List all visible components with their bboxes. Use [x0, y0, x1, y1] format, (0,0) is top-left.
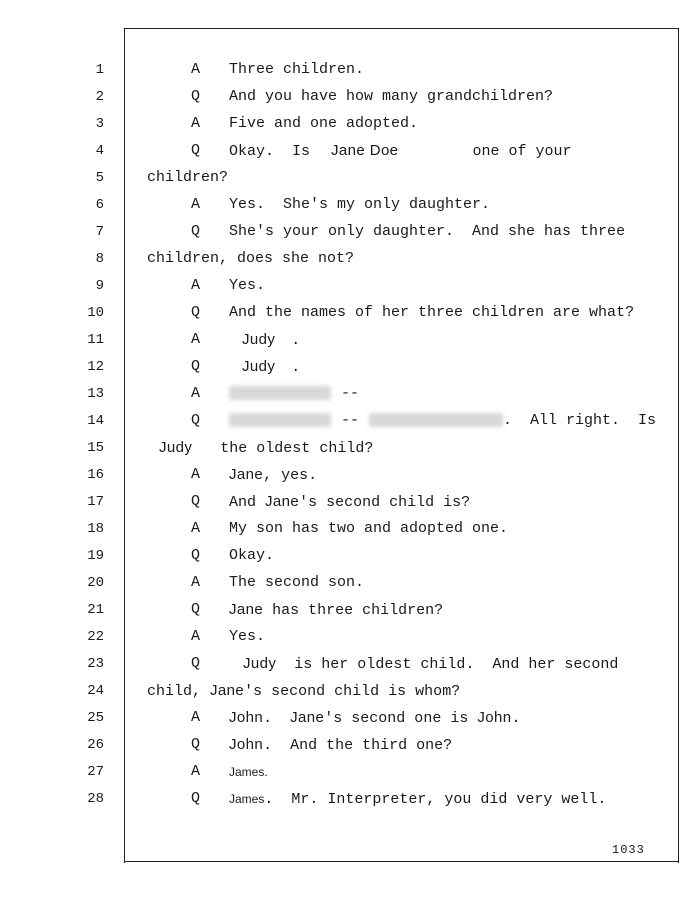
inserted-name: Judy [159, 439, 193, 456]
transcript-line-22 [0, 627, 700, 654]
transcript-line-19 [0, 546, 700, 573]
line-number: 26 [87, 737, 104, 753]
speaker-label: Q [191, 358, 201, 375]
line-text: And you have how many grandchildren? [229, 88, 554, 105]
line-text-part: . [511, 710, 521, 727]
line-text-part: And [229, 494, 266, 511]
speaker-label: Q [191, 142, 201, 159]
line-number: 5 [95, 170, 104, 186]
inserted-name: John [229, 709, 264, 726]
line-text [229, 492, 470, 513]
inserted-name: Jane [265, 493, 300, 510]
line-text [229, 600, 443, 621]
line-number: 18 [87, 521, 104, 537]
speaker-label: A [191, 61, 201, 78]
transcript-line-20 [0, 573, 700, 600]
redacted-name [229, 386, 331, 400]
transcript-line-9 [0, 276, 700, 303]
speaker-label: A [191, 196, 201, 213]
inserted-name: John [229, 736, 264, 753]
line-number: 1 [95, 62, 104, 78]
line-number: 4 [95, 143, 104, 159]
transcript-line-16 [0, 465, 700, 492]
line-number: 27 [87, 764, 104, 780]
line-text-part: . All right. Is [503, 412, 657, 429]
line-text-part: child, [147, 683, 211, 700]
transcript-line-23 [0, 654, 700, 681]
transcript-line-6 [0, 195, 700, 222]
transcript-line-11 [0, 330, 700, 357]
line-text-part: . [291, 359, 301, 376]
speaker-label: Q [191, 736, 201, 753]
speaker-label: Q [191, 601, 201, 618]
line-number: 23 [87, 656, 104, 672]
speaker-label: A [191, 628, 201, 645]
line-text [229, 411, 656, 431]
line-number: 7 [95, 224, 104, 240]
speaker-label: Q [191, 547, 201, 564]
line-text [229, 141, 571, 162]
line-text [229, 789, 606, 810]
inserted-name: Judy [242, 358, 276, 375]
inserted-name: Judy [242, 331, 276, 348]
transcript-line-3 [0, 114, 700, 141]
transcript-line-18 [0, 519, 700, 546]
line-number: 28 [87, 791, 104, 807]
transcript-line-17 [0, 492, 700, 519]
line-text-part: . And the third one? [263, 737, 453, 754]
transcript-line-7 [0, 222, 700, 249]
transcript-line-4 [0, 141, 700, 168]
line-number: 10 [87, 305, 104, 321]
line-text [229, 330, 300, 351]
line-number: 16 [87, 467, 104, 483]
line-number: 8 [95, 251, 104, 267]
line-number: 24 [87, 683, 104, 699]
line-text-part: 's second child is whom? [244, 683, 461, 700]
inserted-name: Jane [290, 709, 325, 726]
line-text: She's your only daughter. And she has three [229, 223, 626, 240]
speaker-label: A [191, 763, 201, 780]
line-text: Okay. [229, 547, 275, 564]
line-text: Yes. [229, 628, 266, 645]
line-text: Yes. She's my only daughter. [229, 196, 491, 213]
line-text-part: Okay. Is [229, 143, 320, 160]
line-text [229, 762, 268, 783]
line-text-part: 's second one is [324, 710, 478, 727]
line-text-part: 's second child is? [299, 494, 471, 511]
line-number: 15 [87, 440, 104, 456]
line-text-part: the oldest child? [220, 440, 374, 457]
inserted-name: Jane Doe [331, 142, 399, 159]
inserted-name: Judy [243, 655, 277, 672]
transcript-line-27 [0, 762, 700, 789]
line-number: 13 [87, 386, 104, 402]
line-text-part: has three children? [263, 602, 444, 619]
speaker-label: A [191, 115, 201, 132]
line-text-part: . [263, 710, 291, 727]
line-number: 12 [87, 359, 104, 375]
redacted-name [229, 413, 331, 427]
inserted-name: Jane [229, 601, 264, 618]
line-text: My son has two and adopted one. [229, 520, 509, 537]
line-number: 25 [87, 710, 104, 726]
transcript-line-10 [0, 303, 700, 330]
line-number: 11 [87, 332, 104, 348]
line-text-part: . [264, 765, 268, 779]
line-number: 9 [95, 278, 104, 294]
speaker-label: A [191, 709, 201, 726]
redacted-name [369, 413, 503, 427]
transcript-line-14 [0, 411, 700, 438]
transcript-line-13 [0, 384, 700, 411]
line-text-part: . Mr. Interpreter, you did very well. [264, 791, 607, 808]
line-number: 3 [95, 116, 104, 132]
transcript-line-1 [0, 60, 700, 87]
line-text [229, 654, 618, 675]
line-text [229, 357, 300, 378]
speaker-label: A [191, 385, 201, 402]
line-text: children? [147, 169, 229, 186]
speaker-label: A [191, 466, 201, 483]
transcript-line-15 [0, 438, 700, 465]
line-text-part: one of your [472, 143, 572, 160]
line-text: Yes. [229, 277, 266, 294]
line-text-part: -- [341, 385, 360, 402]
speaker-label: Q [191, 304, 201, 321]
transcript-line-24 [0, 681, 700, 708]
line-text [147, 438, 373, 459]
speaker-label: Q [191, 223, 201, 240]
speaker-label: Q [191, 412, 201, 429]
line-text: And the names of her three children are what? [229, 304, 635, 321]
transcript-line-2 [0, 87, 700, 114]
speaker-label: A [191, 277, 201, 294]
inserted-name: James [229, 765, 265, 779]
line-text [147, 681, 460, 702]
speaker-label: A [191, 331, 201, 348]
line-number: 19 [87, 548, 104, 564]
line-text [229, 465, 317, 486]
line-number: 20 [87, 575, 104, 591]
speaker-label: A [191, 520, 201, 537]
line-number: 14 [87, 413, 104, 429]
transcript-line-26 [0, 735, 700, 762]
line-number: 2 [95, 89, 104, 105]
line-text-part: , yes. [263, 467, 318, 484]
transcript-line-8 [0, 249, 700, 276]
line-text: Five and one adopted. [229, 115, 419, 132]
speaker-label: A [191, 574, 201, 591]
speaker-label: Q [191, 88, 201, 105]
inserted-name: John [477, 709, 512, 726]
transcript-line-25 [0, 708, 700, 735]
inserted-name: James [229, 792, 265, 806]
line-number: 22 [87, 629, 104, 645]
page-number: 1033 [612, 843, 645, 857]
inserted-name: Jane [210, 682, 245, 699]
line-text-part: is her oldest child. And her second [276, 656, 619, 673]
line-text [229, 384, 359, 404]
speaker-label: Q [191, 655, 201, 672]
line-text: The second son. [229, 574, 365, 591]
page-frame-bottom [124, 861, 679, 862]
line-text [229, 735, 452, 756]
transcript-line-28 [0, 789, 700, 816]
transcript-line-21 [0, 600, 700, 627]
speaker-label: Q [191, 790, 201, 807]
line-text-part: . [291, 332, 301, 349]
line-text: Three children. [229, 61, 365, 78]
line-text: children, does she not? [147, 250, 355, 267]
line-number: 6 [95, 197, 104, 213]
transcript-line-5 [0, 168, 700, 195]
transcript-line-12 [0, 357, 700, 384]
line-number: 17 [87, 494, 104, 510]
line-text [229, 708, 520, 729]
line-number: 21 [87, 602, 104, 618]
inserted-name: Jane [229, 466, 264, 483]
line-text-part: -- [341, 412, 360, 429]
speaker-label: Q [191, 493, 201, 510]
